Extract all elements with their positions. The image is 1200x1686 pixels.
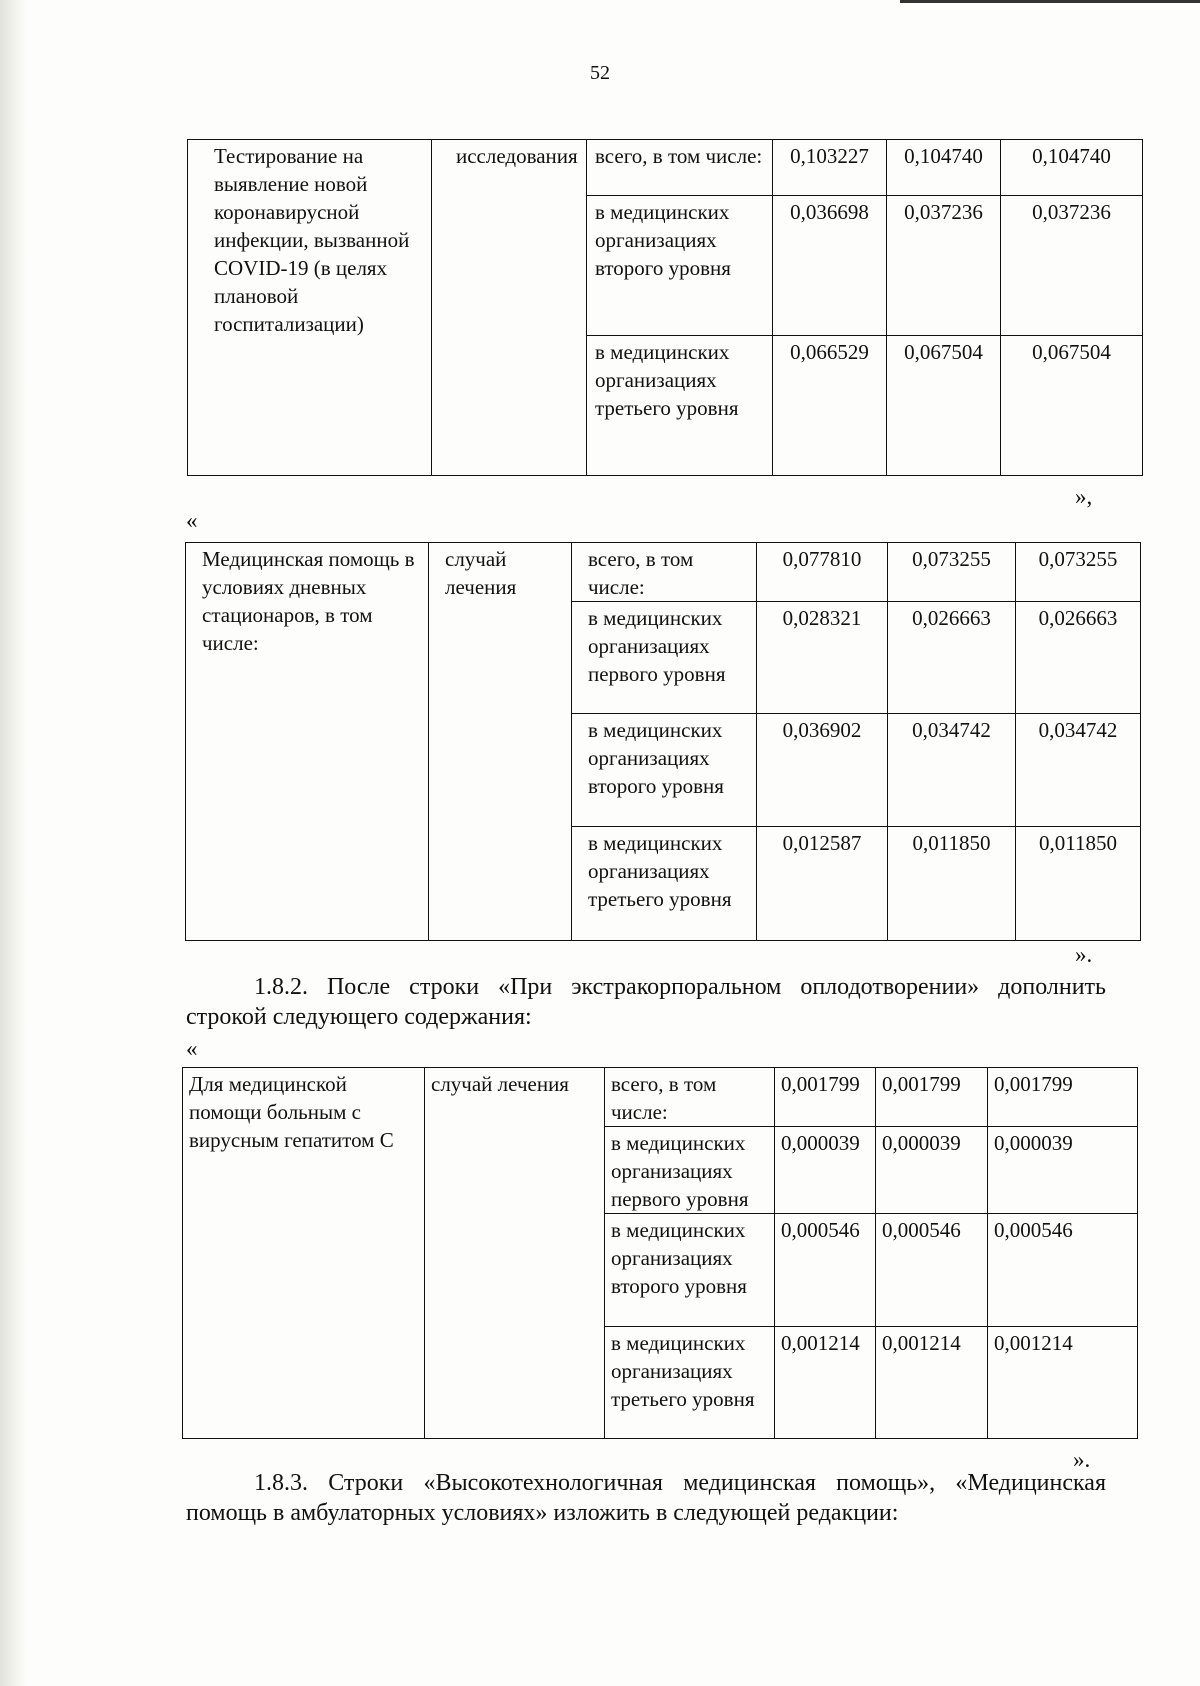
table3-value: 0,001214: [775, 1327, 876, 1439]
table2-row-label: всего, в том числе:: [572, 543, 757, 602]
table2-row-label: в медицинских организациях первого уровня: [572, 602, 757, 714]
table2-row-label: в медицинских организациях третьего уровня: [572, 827, 757, 941]
table2-value: 0,011850: [888, 827, 1016, 941]
table2-value: 0,011850: [1016, 827, 1141, 941]
table2-value: 0,026663: [888, 602, 1016, 714]
table3-row-label: всего, в том числе:: [605, 1068, 775, 1127]
table2-value: 0,034742: [888, 714, 1016, 827]
table3-value: 0,001799: [876, 1068, 988, 1127]
table-covid-testing: [187, 139, 1143, 476]
table2-value: 0,073255: [888, 543, 1016, 602]
open-quote: «: [186, 1036, 198, 1061]
table3-row-label: в медицинских организациях третьего уровня: [605, 1327, 775, 1439]
table2-unit: случай лечения: [429, 543, 572, 941]
table-day-hospital: [185, 542, 1141, 941]
table3-value: 0,001799: [775, 1068, 876, 1127]
table3-name: Для медицинской помощи больным с вирусным гепатитом С: [183, 1068, 425, 1439]
table2-value: 0,036902: [757, 714, 888, 827]
table1-value: 0,067504: [887, 336, 1001, 476]
table-hepatitis-c: [182, 1067, 1138, 1439]
table1-value: 0,037236: [887, 196, 1001, 336]
table1-row-label: в медицинских организациях второго уровня: [587, 196, 773, 336]
table1-value: 0,103227: [773, 140, 887, 196]
table1-unit: исследования: [432, 140, 587, 476]
table3-value: 0,000546: [876, 1214, 988, 1327]
table2-value: 0,034742: [1016, 714, 1141, 827]
table1-value: 0,066529: [773, 336, 887, 476]
paragraph-1-8-2: 1.8.2. После строки «При экстракорпоральном оплодотворении» дополнить строкой следующего содержания:: [186, 974, 1106, 1030]
table3-value: 0,001799: [988, 1068, 1138, 1127]
table3-value: 0,001214: [876, 1327, 988, 1439]
open-quote: «: [186, 508, 198, 533]
table3-row-label: в медицинских организациях первого уровня: [605, 1127, 775, 1214]
table2-value: 0,026663: [1016, 602, 1141, 714]
close-quote: ».: [1075, 942, 1093, 967]
table1-row-label: в медицинских организациях третьего уровня: [587, 336, 773, 476]
table1-value: 0,067504: [1001, 336, 1143, 476]
table3-value: 0,000039: [876, 1127, 988, 1214]
scan-left-edge: [0, 0, 26, 1686]
table3-value: 0,000039: [775, 1127, 876, 1214]
table1-value: 0,036698: [773, 196, 887, 336]
table2-row-label: в медицинских организациях второго уровня: [572, 714, 757, 827]
table1-name: Тестирование на выявление новой коронавирусной инфекции, вызванной COVID-19 (в целях плановой госпитализации): [188, 140, 432, 476]
table3-value: 0,000546: [988, 1214, 1138, 1327]
page-number: 52: [590, 62, 610, 84]
table3-value: 0,000039: [988, 1127, 1138, 1214]
table2-value: 0,028321: [757, 602, 888, 714]
table1-value: 0,037236: [1001, 196, 1143, 336]
paragraph-1-8-3: 1.8.3. Строки «Высокотехнологичная медицинская помощь», «Медицинская помощь в амбулаторных условиях» изложить в следующей редакции:: [186, 1470, 1106, 1526]
table1-row-label: всего, в том числе:: [587, 140, 773, 196]
table2-value: 0,077810: [757, 543, 888, 602]
table3-value: 0,001214: [988, 1327, 1138, 1439]
table2-name: Медицинская помощь в условиях дневных стационаров, в том числе:: [186, 543, 429, 941]
table3-value: 0,000546: [775, 1214, 876, 1327]
table1-value: 0,104740: [1001, 140, 1143, 196]
table1-value: 0,104740: [887, 140, 1001, 196]
close-quote: »,: [1075, 484, 1093, 509]
scan-top-line: [900, 0, 1200, 3]
table2-value: 0,012587: [757, 827, 888, 941]
close-quote: ».: [1073, 1447, 1091, 1472]
table2-value: 0,073255: [1016, 543, 1141, 602]
table3-row-label: в медицинских организациях второго уровня: [605, 1214, 775, 1327]
table3-unit: случай лечения: [425, 1068, 605, 1439]
